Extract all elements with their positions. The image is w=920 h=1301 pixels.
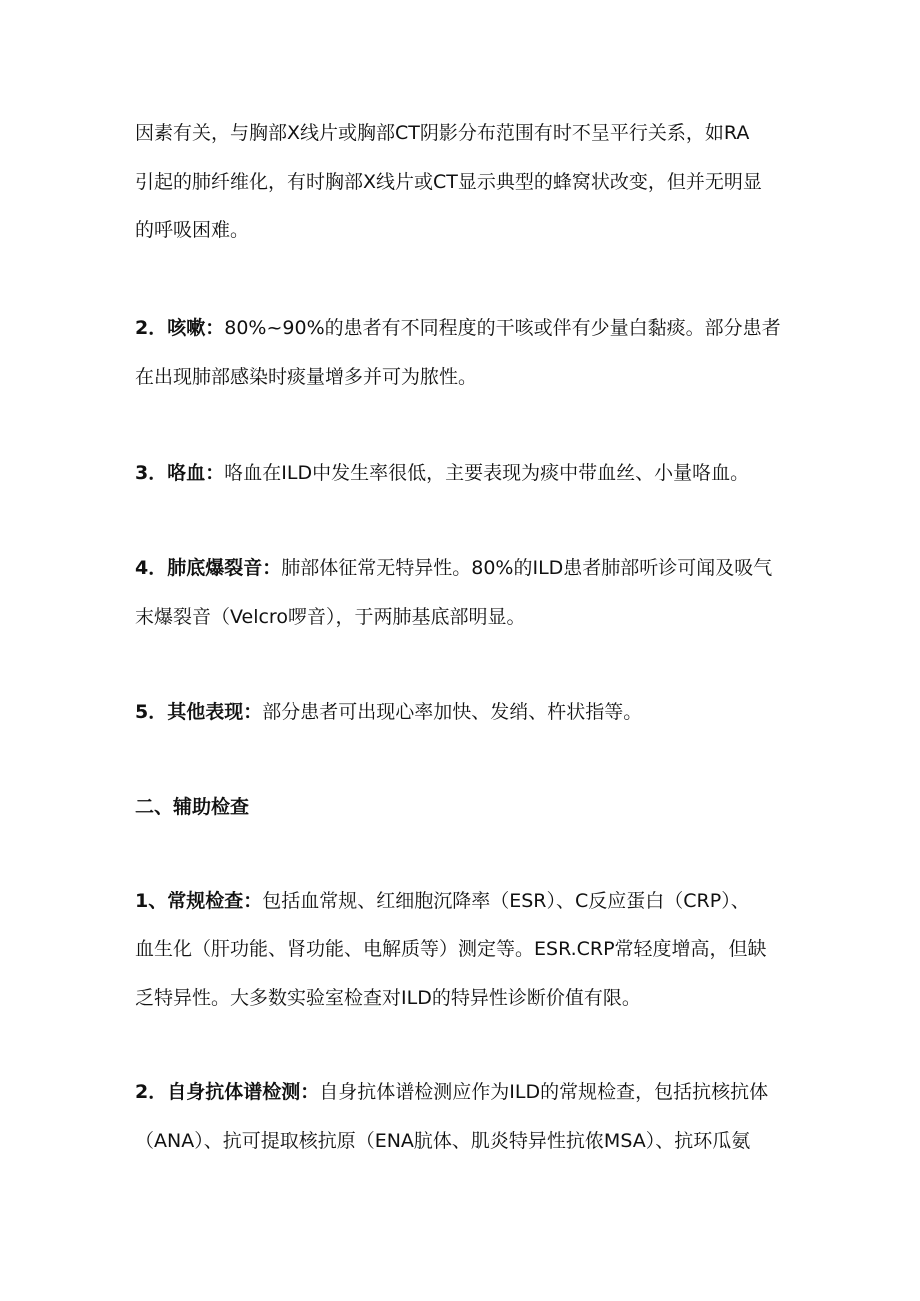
- sub-text: 包括血常规、红细胞沉降率（ESR）、C反应蛋白（CRP）、: [262, 890, 750, 912]
- sub-term: 1、常规检查：: [135, 890, 263, 912]
- sub-antibody-line-1: [135, 1077, 825, 1107]
- item-text: 咯血在ILD中发生率很低，主要表现为痰中带血丝、小量咯血。: [224, 462, 750, 484]
- sub-routine-line-1: [135, 886, 825, 916]
- sub-routine-line-3: 乏特异性。大多数实验室检查对ILD的特异性诊断价值有限。: [135, 987, 641, 1009]
- item-crackles-line-1: [135, 553, 825, 583]
- item-text: 80%~90%的患者有不同程度的干咳或伴有少量白黏痰。部分患者: [224, 317, 781, 339]
- sub-antibody-line-2: （ANA）、抗可提取核抗原（ENA肮体、肌炎特异性抗侬MSA）、抗环瓜氨: [135, 1130, 751, 1152]
- section-heading: 二、辅助检查: [135, 796, 250, 818]
- item-other: [135, 697, 825, 727]
- paragraph-line-1: 因素有关，与胸部X线片或胸部CT阴影分布范围有时不呈平行关系，如RA: [135, 122, 750, 144]
- item-text: 部分患者可出现心率加快、发绡、杵状指等。: [262, 701, 643, 723]
- sub-text: 自身抗体谱检测应作为ILD的常规检查，包括抗核抗体: [319, 1081, 769, 1103]
- item-cough-line-1: [135, 313, 825, 343]
- item-term: ．咯血：: [148, 462, 225, 484]
- item-cough-line-2: 在出现肺部感染时痰量增多并可为脓性。: [135, 366, 478, 388]
- item-term: ．咳嗽：: [148, 317, 225, 339]
- item-number: 5: [135, 701, 149, 723]
- sub-routine-line-2: 血生化（肝功能、肾功能、电解质等）测定等。ESR.CRP常轻度增高，但缺: [135, 938, 767, 960]
- sub-number: 2: [135, 1081, 149, 1103]
- item-term: ．其他表现：: [148, 701, 263, 723]
- item-number: 2: [135, 317, 149, 339]
- item-hemoptysis: [135, 458, 825, 488]
- paragraph-line-3: 的呼吸困难。: [135, 219, 250, 241]
- sub-term: ．自身抗体谱检测：: [148, 1081, 320, 1103]
- item-term: ．肺底爆裂音：: [148, 557, 282, 579]
- paragraph-line-2: 引起的肺纤维化，有时胸部X线片或CT显示典型的蜂窝状改变，但并无明显: [135, 171, 762, 193]
- item-crackles-line-2: 末爆裂音（Velcro啰音），于两肺基底部明显。: [135, 606, 526, 628]
- item-text: 肺部体征常无特异性。80%的ILD患者肺部听诊可闻及吸气: [281, 557, 773, 579]
- item-number: 3: [135, 462, 149, 484]
- item-number: 4: [135, 557, 149, 579]
